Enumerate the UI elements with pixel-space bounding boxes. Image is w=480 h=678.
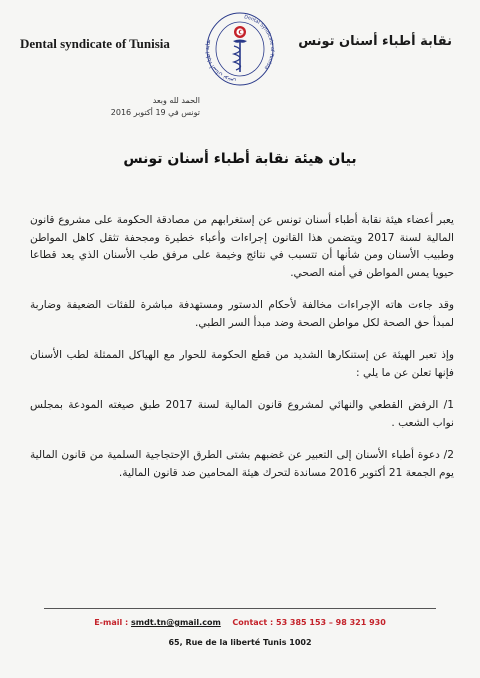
letterhead-name-en: Dental syndicate of Tunisia: [20, 36, 170, 51]
footer-divider: [44, 608, 436, 609]
letter-date: تونس في 19 أكتوبر 2016: [110, 108, 200, 117]
footer-contact: [0, 618, 480, 627]
paragraph-point-1: 1/ الرفض القطعي والنهائي لمشروع قانون المالية لسنة 2017 طبق صيغته المودعة بمجلس نواب الشعب .: [30, 399, 454, 429]
paragraph-announcement: وإذ تعبر الهيئة عن إستنكارها الشديد من قطع الحكومة للحوار مع الهياكل الممثلة لطب الأسنان فإنها تعلن عن ما يلي :: [30, 349, 454, 379]
statement-body: [30, 212, 454, 497]
paragraph-intro: يعبر أعضاء هيئة نقابة أطباء أسنان تونس عن إستغرابهم من مصادقة الحكومة على مشروع قانون المالية لسنة 2017 ويتضمن هذا القانون إجراءات وأعباء خطيرة ومجحفة تثقل كاهل المواطن وطبيب الأسنان ومن شأنها أن تتسبب في نتائج وخيمة على مرفق طب الأسنان الذي يعد قطاعا حيويا يمس المواطن في أمنه الصحي.: [30, 214, 454, 279]
svg-text:نقابة أطباء أسنان تونس: [205, 38, 237, 84]
letterhead-name-ar: نقابة أطباء أسنان تونس: [298, 34, 452, 49]
date-block: [20, 95, 200, 119]
svg-text:Dental Syndicate of Tunisia: [244, 14, 275, 70]
opening-phrase: الحمد لله وبعد: [152, 96, 200, 105]
footer-address: 65, Rue de la liberté Tunis 1002: [168, 638, 312, 647]
syndicate-logo: [205, 10, 275, 88]
logo-ring-text-ar: نقابة أطباء أسنان تونس: [205, 38, 237, 84]
email-link[interactable]: smdt.tn@gmail.com: [131, 618, 221, 627]
logo-ring-text-en: Dental Syndicate of Tunisia: [243, 15, 275, 70]
email-label: E-mail :: [94, 618, 129, 627]
statement-title: بيان هيئة نقابة أطباء أسنان تونس: [123, 151, 357, 167]
paragraph-constitution: وقد جاءت هاته الإجراءات مخالفة لأحكام الدستور ومستهدفة مباشرة للفئات الضعيفة وضاربة لمبدأ حق الصحة لكل مواطن الصحة وضد مبدأ السر الطبي.: [30, 299, 454, 329]
contact-numbers: Contact : 53 385 153 – 98 321 930: [232, 618, 386, 627]
paragraph-point-2: 2/ دعوة أطباء الأسنان إلى التعبير عن غضبهم بشتى الطرق الإحتجاجية السلمية من قانون المالية يوم الجمعة 21 أكتوبر 2016 مساندة لتحرك هيئة المحامين ضد قانون المالية.: [30, 449, 454, 479]
